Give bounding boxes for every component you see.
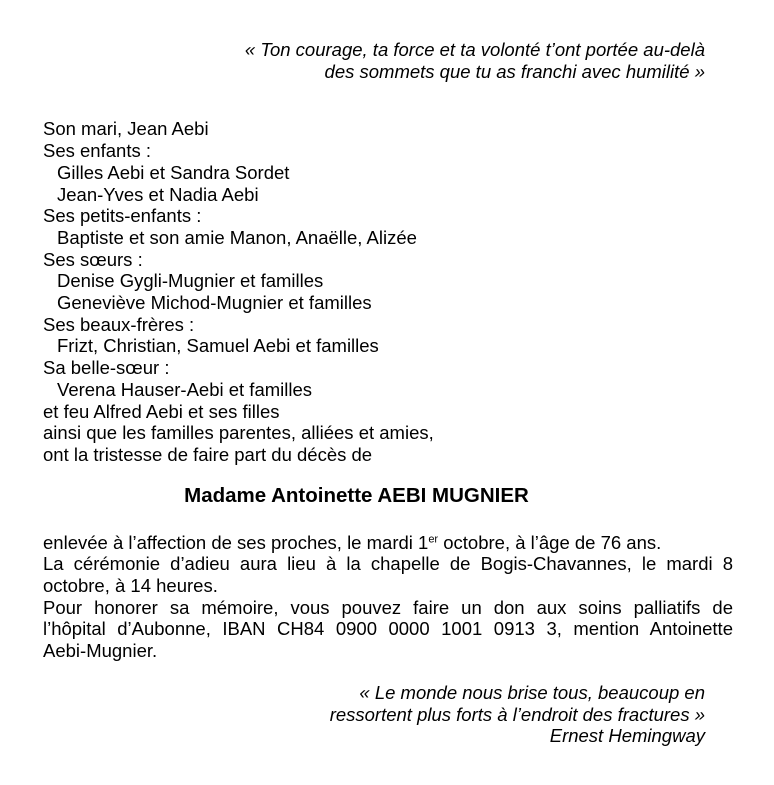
family-line-child-1: Gilles Aebi et Sandra Sordet bbox=[57, 161, 290, 183]
family-line-late-brother: et feu Alfred Aebi et ses filles bbox=[43, 400, 280, 422]
family-line-sister-2: Geneviève Michod-Mugnier et familles bbox=[57, 292, 372, 314]
death-details-text-before: enlevée à l’affection de ses proches, le mardi 1 bbox=[43, 531, 429, 553]
family-line-husband: Son mari, Jean Aebi bbox=[43, 118, 209, 140]
donation-line-2: l’hôpital d’Aubonne, IBAN CH84 0900 0000 1001 0913 3, mention Antoinette bbox=[43, 618, 733, 640]
family-list bbox=[43, 118, 733, 465]
family-line-brothers-in-law: Frizt, Christian, Samuel Aebi et familles bbox=[57, 335, 379, 357]
family-line-grandchildren: Baptiste et son amie Manon, Anaëlle, Alizée bbox=[57, 226, 417, 248]
family-line-grandchildren-label: Ses petits-enfants : bbox=[43, 205, 202, 227]
quote-attribution: Ernest Hemingway bbox=[549, 725, 705, 747]
ordinal-superscript: er bbox=[428, 533, 439, 546]
deceased-name-heading: Madame Antoinette AEBI MUGNIER bbox=[184, 483, 529, 507]
closing-quote-line-1: « Le monde nous brise tous, beaucoup en bbox=[359, 681, 705, 703]
family-line-related-families: ainsi que les familles parentes, alliées et amies, bbox=[43, 422, 434, 444]
announcement-text bbox=[43, 532, 733, 662]
opening-quote bbox=[43, 39, 733, 82]
family-line-children-label: Ses enfants : bbox=[43, 140, 151, 162]
death-details-text-after: octobre, à l’âge de 76 ans. bbox=[438, 531, 662, 553]
ceremony-line-1: La cérémonie d’adieu aura lieu à la chapelle de Bogis-Chavannes, le mardi 8 bbox=[43, 553, 733, 575]
death-details-line bbox=[43, 532, 733, 554]
family-line-brothers-in-law-label: Ses beaux-frères : bbox=[43, 313, 195, 335]
family-line-announcement-intro: ont la tristesse de faire part du décès de bbox=[43, 443, 373, 465]
family-line-sisters-label: Ses sœurs : bbox=[43, 248, 143, 270]
closing-quote bbox=[43, 682, 733, 747]
closing-quote-line-2: ressortent plus forts à l’endroit des fractures » bbox=[329, 703, 705, 725]
family-line-sister-in-law: Verena Hauser-Aebi et familles bbox=[57, 378, 313, 400]
opening-quote-line-1: « Ton courage, ta force et ta volonté t’ont portée au-delà bbox=[244, 39, 705, 60]
opening-quote-line-2: des sommets que tu as franchi avec humilité » bbox=[324, 60, 705, 82]
family-line-sister-1: Denise Gygli-Mugnier et familles bbox=[57, 270, 324, 292]
family-line-child-2: Jean-Yves et Nadia Aebi bbox=[57, 183, 259, 205]
donation-line-3: Aebi-Mugnier. bbox=[43, 640, 158, 662]
ceremony-line-2: octobre, à 14 heures. bbox=[43, 575, 218, 597]
family-line-sister-in-law-label: Sa belle-sœur : bbox=[43, 357, 170, 379]
donation-line-1: Pour honorer sa mémoire, vous pouvez faire un don aux soins palliatifs de bbox=[43, 596, 733, 618]
